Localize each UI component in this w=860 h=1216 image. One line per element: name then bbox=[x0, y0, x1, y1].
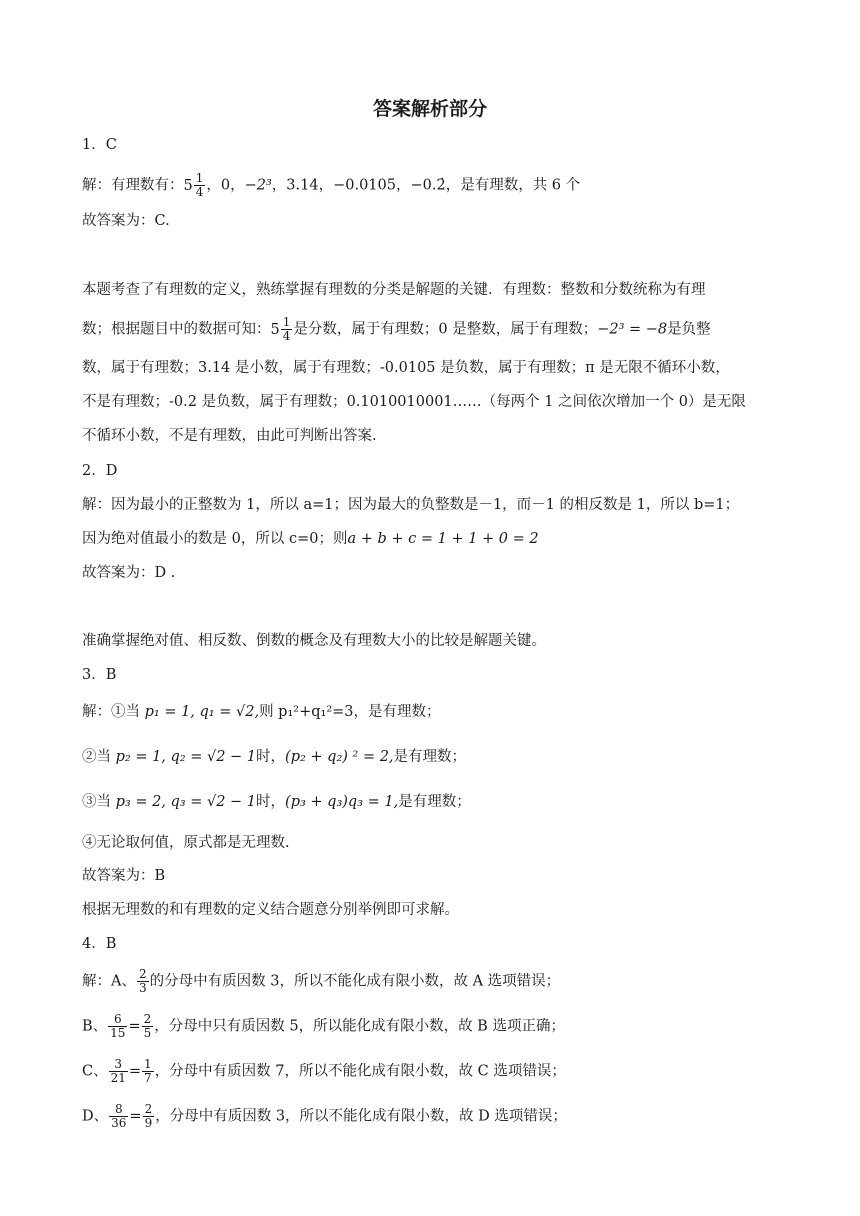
q1-solution bbox=[82, 172, 782, 199]
text: ，分母中只有质因数 5，所以能化成有限小数，故 B 选项正确； bbox=[154, 1018, 565, 1035]
fraction bbox=[108, 1013, 127, 1040]
text: ③当 bbox=[82, 794, 116, 810]
q4-answer: 4．B bbox=[82, 936, 117, 952]
q2-solution-1: 解：因为最小的正整数为 1，所以 a=1；因为最大的负整数是－1，而－1 的相反数是 1，所以 b=1； bbox=[82, 497, 740, 513]
text: ②当 bbox=[82, 749, 116, 765]
q2-analysis: 准确掌握绝对值、相反数、倒数的概念及有理数大小的比较是解题关键。 bbox=[82, 633, 546, 649]
denominator: 4 bbox=[195, 185, 204, 199]
q1-analysis-1: 本题考查了有理数的定义，熟练掌握有理数的分类是解题的关键．有理数：整数和分数统称为有理 bbox=[82, 282, 706, 298]
denominator: 5 bbox=[143, 1026, 152, 1040]
q1-answer: 1．C bbox=[82, 137, 117, 153]
fraction bbox=[142, 1013, 154, 1040]
denominator: 9 bbox=[144, 1116, 153, 1130]
text: 解：①当 bbox=[82, 704, 145, 720]
mixed-whole: 5 bbox=[183, 177, 193, 194]
q3-analysis: 根据无理数的和有理数的定义结合题意分别举例即可求解。 bbox=[82, 902, 459, 918]
text: B、 bbox=[82, 1018, 108, 1035]
numerator: 1 bbox=[144, 1057, 152, 1071]
numerator: 8 bbox=[109, 1103, 128, 1117]
q3-answer: 3．B bbox=[82, 667, 117, 683]
q3-line-3 bbox=[82, 794, 782, 811]
q1-analysis-4: 不是有理数；-0.2 是负数，属于有理数；0.1010010001……（每两个 1 之间依次增加一个 0）是无限 bbox=[82, 394, 746, 410]
text: 则 p₁²+q₁²=3，是有理数； bbox=[259, 704, 441, 720]
q1-analysis-2 bbox=[82, 316, 782, 343]
text: ， bbox=[395, 177, 411, 194]
text: ，是有理数，共 6 个 bbox=[445, 177, 581, 194]
text: 时， bbox=[256, 749, 286, 765]
q4-option-b bbox=[82, 1013, 782, 1040]
text: C、 bbox=[82, 1063, 108, 1080]
q3-line-1 bbox=[82, 704, 782, 721]
fraction bbox=[109, 1058, 128, 1085]
q4-option-d bbox=[82, 1103, 782, 1130]
text: 的分母中有质因数 3，所以不能化成有限小数，故 A 选项错误； bbox=[149, 973, 561, 990]
text: 解：A、 bbox=[82, 973, 136, 990]
math-expr: a + b + c = 1 + 1 + 0 = 2 bbox=[347, 531, 539, 547]
math-expr: p₃ = 2, q₃ = √2 − 1 bbox=[115, 794, 257, 810]
text: 是负整 bbox=[667, 321, 711, 338]
equals: = bbox=[129, 1108, 142, 1125]
denominator: 3 bbox=[138, 981, 147, 995]
equals: = bbox=[128, 1063, 142, 1080]
text: ，分母中有质因数 3，所以不能化成有限小数，故 D 选项错误； bbox=[155, 1108, 567, 1125]
fraction bbox=[137, 968, 149, 995]
q4-option-c bbox=[82, 1058, 782, 1085]
math-expr: p₁ = 1, q₁ = √2, bbox=[144, 704, 260, 720]
math-expr: −0.0105 bbox=[333, 177, 396, 194]
text: ，0， bbox=[206, 177, 245, 194]
equals: = bbox=[128, 1018, 141, 1035]
math-expr: (p₃ + q₃)q₃ = 1, bbox=[285, 794, 399, 810]
math-expr: −2³ = −8 bbox=[597, 321, 668, 338]
denominator: 36 bbox=[111, 1116, 127, 1130]
numerator: 2 bbox=[144, 1102, 153, 1116]
text: 是有理数； bbox=[393, 749, 467, 765]
mixed-number bbox=[270, 315, 294, 343]
q3-line-4: ④无论取何值，原式都是无理数. bbox=[82, 835, 290, 851]
text: 是有理数； bbox=[398, 794, 471, 810]
page-title: 答案解析部分 bbox=[372, 98, 487, 120]
q1-analysis-3: 数，属于有理数；3.14 是小数，属于有理数；-0.0105 是负数，属于有理数；π 是无限不循环小数， bbox=[82, 360, 730, 376]
q2-answer: 2．D bbox=[82, 463, 118, 479]
q2-solution-2 bbox=[82, 531, 782, 548]
text: 是分数，属于有理数；0 是整数，属于有理数； bbox=[293, 321, 598, 338]
denominator: 21 bbox=[110, 1071, 126, 1085]
q2-final: 故答案为：D . bbox=[82, 565, 176, 581]
text: 时， bbox=[256, 794, 286, 810]
mixed-number bbox=[183, 171, 207, 199]
denominator: 15 bbox=[110, 1026, 126, 1040]
q1-final: 故答案为：C. bbox=[82, 213, 170, 229]
text: D、 bbox=[82, 1108, 109, 1125]
numerator: 6 bbox=[108, 1013, 127, 1027]
numerator: 1 bbox=[195, 171, 204, 185]
numerator: 2 bbox=[143, 1012, 152, 1026]
q1-analysis-5: 不循环小数，不是有理数，由此可判断出答案. bbox=[82, 428, 377, 444]
numerator: 1 bbox=[282, 315, 291, 329]
fraction bbox=[281, 316, 293, 343]
denominator: 4 bbox=[282, 329, 291, 343]
q3-line-2 bbox=[82, 749, 782, 766]
q3-final: 故答案为：B bbox=[82, 868, 166, 884]
numerator: 2 bbox=[138, 967, 147, 981]
fraction bbox=[194, 172, 206, 199]
q4-option-a bbox=[82, 968, 782, 995]
denominator: 7 bbox=[144, 1071, 152, 1085]
math-expr: p₂ = 1, q₂ = √2 − 1 bbox=[115, 749, 257, 765]
text: ，分母中有质因数 7，所以不能化成有限小数，故 C 选项错误； bbox=[154, 1063, 566, 1080]
text: 因为绝对值最小的数是 0，所以 c=0；则 bbox=[82, 531, 348, 547]
fraction bbox=[143, 1103, 155, 1130]
text: 数；根据题目中的数据可知： bbox=[82, 321, 271, 338]
fraction bbox=[142, 1058, 154, 1085]
text: 解：有理数有： bbox=[82, 177, 184, 194]
math-expr: −0.2̇ bbox=[410, 177, 446, 194]
text: ，3.14， bbox=[271, 177, 334, 194]
fraction bbox=[109, 1103, 128, 1130]
math-expr: (p₂ + q₂) ² = 2, bbox=[285, 749, 394, 765]
math-expr: −2³ bbox=[244, 177, 272, 194]
mixed-whole: 5 bbox=[270, 321, 280, 338]
numerator: 3 bbox=[109, 1058, 128, 1072]
